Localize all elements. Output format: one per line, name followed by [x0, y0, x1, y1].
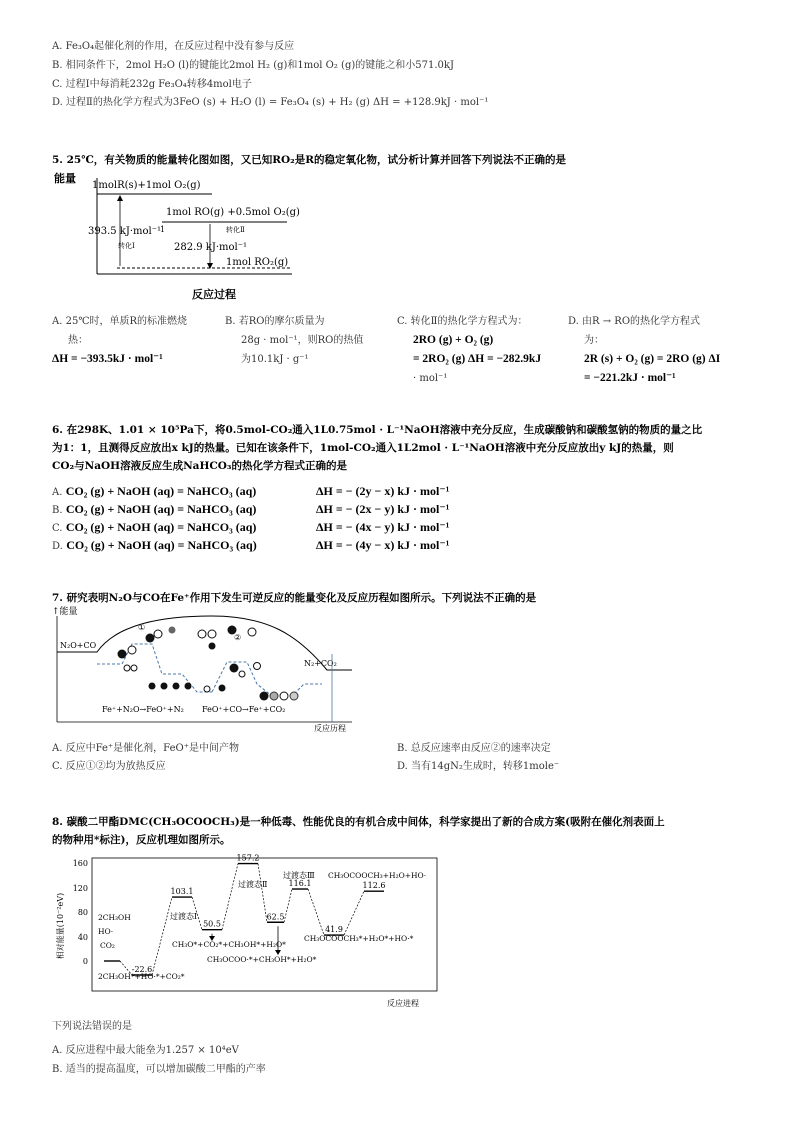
- q4-option-b: B. 相同条件下，2mol H₂O (l)的键能比2mol H₂ (g)和1mol O₂ (g)的键能之和小571.0kJ: [52, 60, 454, 71]
- q8-label-reactant-3: CO₂: [100, 941, 115, 950]
- atom: [154, 630, 162, 638]
- atom: [228, 626, 237, 635]
- q8-ytick-0: 0: [82, 957, 88, 966]
- q8-value-label-5: 62.5: [266, 912, 285, 922]
- q6-option-b: B. CO₂ (g) + NaOH (aq) = NaHCO₃ (aq) ΔH = − (2x − y) kJ · mol⁻¹: [52, 502, 450, 516]
- q8-label-ts3: 过渡态Ⅲ: [283, 871, 315, 880]
- atom: [204, 686, 210, 692]
- q5-mid-label: 1mol RO(g) +0.5mol O₂(g): [166, 207, 300, 218]
- q8-energy-chart: [52, 854, 452, 1014]
- q8-y-label: 相对能量(10⁻²eV): [56, 892, 65, 960]
- q8-label-ts1: 过渡态Ⅰ: [170, 912, 198, 921]
- q5-y-label: 能量: [54, 172, 76, 185]
- q8-value-label-7: 41.9: [325, 925, 343, 935]
- q6-stem-1: 6. 在298K、1.01 × 10⁵Pa下，将0.5mol-CO₂通入1L0.75mol · L⁻¹NaOH溶液中充分反应，生成碳酸钠和碳酸氢钠的物质的量之比: [52, 424, 703, 436]
- q7-energy-diagram: [52, 604, 362, 734]
- q8-label-int1: CH₃O*+CO₂*+CH₃OH*+H₂O*: [172, 940, 286, 949]
- atom: [173, 683, 180, 690]
- q8-value-label-8: 112.6: [362, 881, 386, 891]
- q8-connector-6: [284, 889, 292, 922]
- q5-option-c: C. 转化Ⅱ的热化学方程式为： 2RO (g) + O₂ (g) = 2RO₂ (g) ΔH = −282.9kJ · mol⁻¹: [397, 316, 542, 384]
- atom: [124, 665, 130, 671]
- q7-reaction-1: Fe⁺+N₂O→FeO⁺+N₂: [102, 705, 184, 714]
- q4-option-d: D. 过程Ⅱ的热化学方程式为3FeO (s) + H₂O (l) = Fe₃O₄ (s) + H₂ (g) ΔH = +128.9kJ · mol⁻¹: [52, 97, 489, 108]
- q6-option-c: C. CO₂ (g) + NaOH (aq) = NaHCO₃ (aq) ΔH = − (4x − y) kJ · mol⁻¹: [52, 520, 450, 534]
- q8-value-label-3: 50.5: [203, 919, 221, 929]
- q5-val2: 282.9 kJ·mol⁻¹: [174, 242, 248, 253]
- atom: [161, 683, 168, 690]
- q8-question: 下列说法错误的是: [52, 1021, 132, 1032]
- q5-bottom-label: 1mol RO₂(g): [226, 257, 289, 268]
- q8-label-reactant-2: HO·: [98, 927, 114, 936]
- q5-option-b: B. 若RO的摩尔质量为 28g · mol⁻¹，则RO的热值 为10.1kJ · g⁻¹: [225, 316, 364, 365]
- q8-ytick-80: 80: [77, 908, 88, 917]
- atom: [270, 692, 278, 700]
- q8-value-label-6: 116.1: [288, 879, 312, 889]
- atom: [239, 671, 245, 677]
- q8-ytick-40: 40: [77, 933, 88, 942]
- q8-option-b: B. 适当的提高温度，可以增加碳酸二甲酯的产率: [52, 1064, 266, 1075]
- q7-y-label: ↑能量: [52, 607, 78, 617]
- atom: [209, 643, 216, 650]
- q4-option-c: C. 过程Ⅰ中每消耗232g Fe₃O₄转移4mol电子: [52, 79, 252, 90]
- q7-reaction-2: FeO⁺+CO→Fe⁺+CO₂: [202, 705, 286, 714]
- q8-stem-1: 8. 碳酸二甲酯DMC(CH₃OCOOCH₃)是一种低毒、性能优良的有机合成中间体，科学家提出了新的合成方案(吸附在催化剂表面上: [52, 816, 665, 828]
- q8-ytick-120: 120: [72, 884, 88, 893]
- atom: [254, 663, 261, 670]
- atom: [198, 630, 206, 638]
- q7-option-d: D. 当有14gN₂生成时，转移1mole⁻: [397, 761, 560, 772]
- atom: [128, 646, 136, 654]
- q6-stem-2: 为1：1，且测得反应放出x kJ的热量。已知在该条件下，1mol-CO₂通入1L2mol · L⁻¹NaOH溶液中充分反应放出y kJ的热量，则: [52, 442, 674, 454]
- q8-connector-4: [222, 864, 238, 930]
- q7-marker-2: ②: [234, 633, 242, 642]
- q8-label-int3: CH₃OCOOCH₃*+H₂O*+HO·*: [304, 934, 414, 943]
- q8-connector-7: [308, 889, 324, 935]
- q8-connector-2: [152, 897, 172, 975]
- q7-x-label: 反应历程: [314, 724, 346, 733]
- atom: [230, 664, 239, 673]
- q6-stem-3: CO₂与NaOH溶液反应生成NaHCO₃的热化学方程式正确的是: [52, 460, 347, 472]
- q7-stem: 7. 研究表明N₂O与CO在Fe⁺作用下发生可逆反应的能量变化及反应历程如图所示。下列说法不正确的是: [52, 592, 537, 604]
- q5-option-d: D. 由R → RO的热化学方程式 为： 2R (s) + O₂ (g) = 2RO (g) ΔI = −221.2kJ · mol⁻¹: [568, 316, 721, 384]
- q5-val1: 393.5 kJ·mol⁻¹: [88, 226, 162, 237]
- atom: [280, 692, 288, 700]
- atom: [118, 650, 127, 659]
- q8-ytick-160: 160: [72, 859, 88, 868]
- q8-value-label-4: 157.2: [236, 854, 260, 863]
- q5-option-a: A. 25℃时，单质R的标准燃烧 热： ΔH = −393.5kJ · mol⁻¹: [52, 316, 188, 365]
- atom: [169, 627, 176, 634]
- q7-left-label: N₂O+CO: [60, 641, 97, 650]
- atom: [131, 665, 137, 671]
- q5-t2: 转化Ⅱ: [226, 226, 245, 234]
- q8-connector-8: [344, 891, 364, 935]
- q7-right-label: N₂+CO₂: [304, 659, 337, 668]
- atom: [260, 692, 269, 701]
- atom: [146, 634, 155, 643]
- q8-label-adsorbed: 2CH₃OH*+HO·*+CO₂*: [98, 972, 185, 981]
- q8-x-label: 反应进程: [387, 999, 419, 1008]
- q7-option-a: A. 反应中Fe⁺是催化剂，FeO⁺是中间产物: [52, 743, 239, 754]
- q5-stem: 5. 25℃，有关物质的能量转化图如图，又已知RO₂是R的稳定氧化物，试分析计算并回答下列说法不正确的是: [52, 154, 567, 166]
- atom: [149, 683, 156, 690]
- q7-option-c: C. 反应①②均为放热反应: [52, 761, 166, 772]
- q8-label-ts2: 过渡态Ⅱ: [238, 880, 268, 889]
- atom: [248, 628, 256, 636]
- q6-option-d: D. CO₂ (g) + NaOH (aq) = NaHCO₃ (aq) ΔH = − (4y − x) kJ · mol⁻¹: [52, 538, 450, 552]
- q4-option-a: A. Fe₃O₄起催化剂的作用，在反应过程中没有参与反应: [52, 41, 295, 52]
- svg-text:1: 1: [160, 225, 166, 234]
- q5-t1: 转化Ⅰ: [118, 242, 135, 250]
- q7-marker-1: ①: [138, 623, 146, 632]
- q8-label-int2: CH₃OCOO·*+CH₃OH*+H₂O*: [207, 955, 317, 964]
- q8-label-reactant-1: 2CH₃OH: [98, 913, 131, 922]
- q8-value-label-1: -22.6: [131, 965, 153, 975]
- q6-option-a: A. CO₂ (g) + NaOH (aq) = NaHCO₃ (aq) ΔH = − (2y − x) kJ · mol⁻¹: [52, 484, 450, 498]
- q8-value-label-2: 103.1: [170, 887, 194, 897]
- q8-label-product: CH₃OCOOCH₃+H₂O+HO·: [328, 871, 427, 880]
- q5-top-label: 1molR(s)+1mol O₂(g): [92, 180, 201, 191]
- atom: [185, 683, 192, 690]
- q8-option-a: A. 反应进程中最大能垒为1.257 × 10⁴eV: [52, 1045, 239, 1056]
- q5-energy-diagram: [52, 170, 352, 305]
- atom: [219, 685, 226, 692]
- q7-option-b: B. 总反应速率由反应②的速率决定: [397, 743, 551, 754]
- atom: [208, 630, 216, 638]
- q5-x-label: 反应过程: [192, 288, 236, 301]
- q8-stem-2: 的物种用*标注)，反应机理如图所示。: [52, 834, 231, 846]
- atom: [290, 692, 298, 700]
